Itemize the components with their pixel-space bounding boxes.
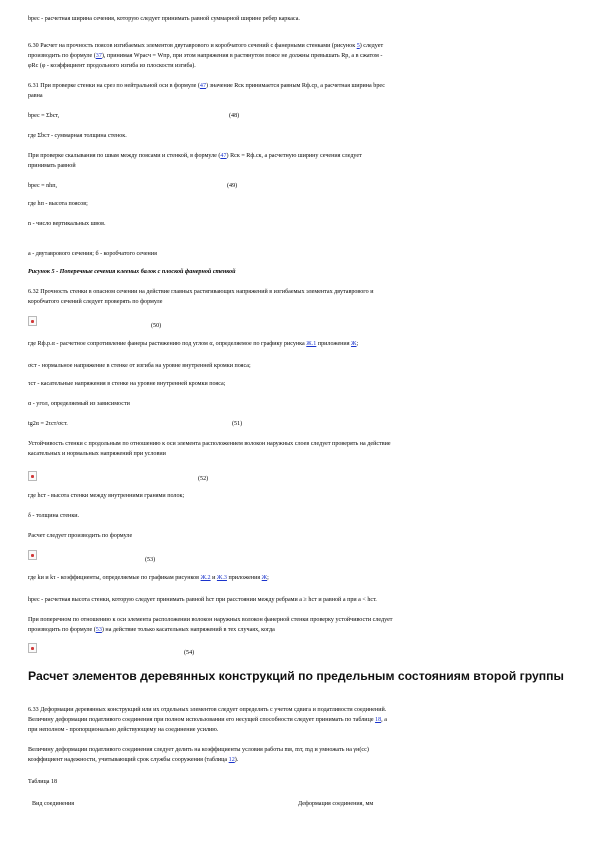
link-formula-53[interactable]: 53: [95, 627, 102, 633]
paragraph-text: производить по формуле (53) на действие только касательных напряжений в тех случаях, когда: [28, 627, 275, 633]
formula-51: tg2α = 2τст/σст.: [28, 421, 68, 427]
link-table-12[interactable]: 12: [228, 757, 235, 763]
paragraph-6-33: 6.33 Деформации деревянных конструкций или их отдельных элементов следует определять с учетом сдвига и податливости соединений.: [28, 707, 387, 713]
paragraph-6-32: 6.32 Прочность стенки в опасном сечении на действие главных растягивающих напряжений в изгибаемых элементах двутаврового и: [28, 289, 374, 295]
paragraph-text: при неполном - пропорционально действующему на соединение усилию.: [28, 727, 219, 733]
figure-legend: а - двутаврового сечения; б - коробчатого сечения: [28, 251, 157, 257]
link-figure-5[interactable]: 5: [356, 43, 360, 49]
paragraph-text: производить по формуле (37), принимая Wрасч = Wпр, при этом напряжения в растянутом поясе не должны превышать Rр, а в сжатом -: [28, 53, 383, 59]
section-heading: Расчет элементов деревянных конструкций по предельным состояниям второй группы: [28, 669, 564, 683]
equation-number: (51): [232, 421, 243, 427]
link-figure-zh3[interactable]: Ж.3: [216, 575, 227, 581]
paragraph-text: bрес - расчетная ширина сечения, которую следует принимать равной суммарной ширине ребер каркаса.: [28, 16, 300, 22]
paragraph-text: равна: [28, 93, 43, 99]
formula-49: bрес = nhп,: [28, 183, 58, 189]
equation-number: (54): [184, 650, 195, 656]
paragraph-text: Устойчивость стенки с продольным по отношению к оси элемента расположением волокон наружных слоев следует проверять на действие: [28, 441, 391, 447]
paragraph-text: Величину деформации податливого соединения следует делить на коэффициенты условия работы mв, mт, mд и умножать на γн(сс): [28, 747, 369, 753]
paragraph-text: Расчет следует производить по формуле: [28, 533, 133, 539]
paragraph-text: Величину деформации податливого соединения при полном использовании его несущей способности следует принимать по таблице 18, а: [28, 717, 387, 723]
paragraph-text: τст - касательные напряжения в стенке на уровне внутренней кромки пояса;: [28, 381, 226, 387]
paragraph-text: При проверке скалывания по швам между поясами и стенкой, в формуле (47) Rск = Rф.ск, а расчетную ширину сечения следует: [28, 153, 362, 159]
equation-number: (48): [229, 113, 240, 119]
formula-48: bрес = Σbст,: [28, 113, 60, 119]
figure-caption: Рисунок 5 - Поперечные сечения клееных балок с плоской фанерной стенкой: [28, 269, 236, 275]
equation-number: (53): [145, 557, 156, 563]
link-appendix-zh[interactable]: Ж: [351, 341, 357, 347]
paragraph-text: где kи и kτ - коэффициенты, определяемые по графикам рисунков Ж.2 и Ж.3 приложения Ж;: [28, 575, 269, 581]
equation-number: (50): [151, 323, 162, 329]
link-appendix-zh[interactable]: Ж: [261, 575, 268, 581]
paragraph-text: α - угол, определяемый из зависимости: [28, 401, 130, 407]
paragraph-text: принимать равной: [28, 163, 76, 169]
paragraph-text: n - число вертикальных швов.: [28, 221, 106, 227]
broken-image-icon: [28, 550, 37, 560]
paragraph-text: σст - нормальное напряжение в стенке от изгиба на уровне внутренней кромки пояса;: [28, 363, 251, 369]
paragraph-text: где hст - высота стенки между внутренними гранями полок;: [28, 493, 185, 499]
paragraph-text: где Σbст - суммарная толщина стенок.: [28, 133, 127, 139]
paragraph-text: коробчатого сечений следует проверять по формуле: [28, 299, 163, 305]
paragraph-text: где Rф.р.α - расчетное сопротивление фанеры растяжению под углом α, определяемое по графику рисунка Ж.1 приложения Ж;: [28, 341, 359, 347]
link-formula-47[interactable]: 47: [199, 83, 207, 89]
paragraph-text: φRс (φ - коэффициент продольного изгиба из плоскости изгиба).: [28, 63, 196, 69]
link-formula-47[interactable]: 47: [220, 153, 227, 159]
link-table-18[interactable]: 18: [375, 717, 382, 723]
broken-image-icon: [28, 316, 37, 326]
table-header-cell: Вид соединения: [32, 801, 75, 807]
equation-number: (52): [198, 476, 209, 482]
broken-image-icon: [28, 471, 37, 481]
paragraph-6-31: 6.31 При проверке стенки на срез по нейтральной оси в формуле (47) значение Rск принимается равным Rф.ср, а расчетная ширина bрес: [28, 83, 385, 89]
table-header-cell: Деформация соединения, мм: [298, 801, 374, 807]
link-figure-zh1[interactable]: Ж.1: [306, 341, 317, 347]
paragraph-6-30: 6.30 Расчет на прочность поясов изгибаемых элементов двутаврового и коробчатого сечений с фанерными стенками (рисунок 5) следует: [28, 43, 384, 49]
table-title: Таблица 18: [28, 779, 58, 785]
paragraph-text: касательных и нормальных напряжений при условии: [28, 451, 166, 457]
paragraph-text: δ - толщина стенки.: [28, 513, 80, 519]
link-formula-37[interactable]: 37: [95, 53, 102, 59]
paragraph-text: где hп - высота поясов;: [28, 201, 88, 207]
equation-number: (49): [227, 183, 238, 189]
paragraph-text: коэффициент надежности, учитывающий срок службы сооружения (таблица 12).: [28, 757, 239, 763]
broken-image-icon: [28, 643, 37, 653]
paragraph-text: При поперечном по отношению к оси элемента расположении волокон наружных волокон фанерной стенки проверку устойчивости следует: [28, 617, 393, 623]
paragraph-text: hрес - расчетная высота стенки, которую следует принимать равной hст при расстоянии между ребрами а ≥ hст и равной а при а < hст.: [28, 597, 377, 603]
link-figure-zh2[interactable]: Ж.2: [200, 575, 211, 581]
